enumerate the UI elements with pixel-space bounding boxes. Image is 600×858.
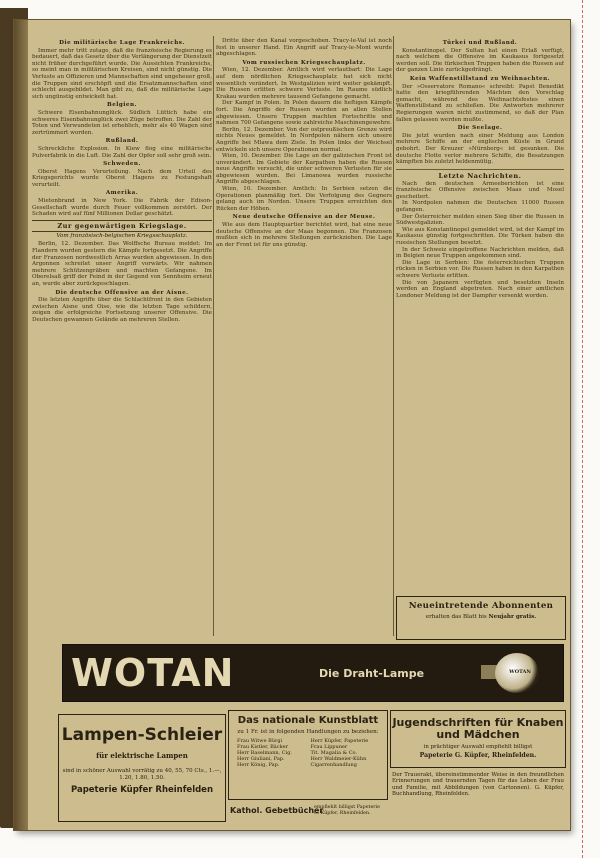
jugendschriften-firm: Papeterie G. Küpfer, Rheinfelden. bbox=[419, 752, 537, 759]
vendor-item: Cigarrenhandlung bbox=[310, 762, 357, 768]
vendor-item: Herr Baselmann, Cig. bbox=[237, 750, 293, 756]
bulb-label: WOTAN bbox=[509, 669, 531, 675]
column-rule bbox=[213, 36, 214, 636]
vendor-item: Frau Kistler, Bäcker bbox=[237, 744, 288, 750]
subscription-subtitle bbox=[397, 614, 565, 620]
subscription-ad bbox=[396, 596, 566, 640]
heading-tuerkei: Türkei und Rußland. bbox=[442, 40, 518, 46]
crop-guide-line bbox=[582, 0, 583, 858]
news-item: Die von Japanern verfügten und besetzten Inseln werden an England abgetreten. Nach einer amtlichen Londoner Meldung ist der Dampfer versenkt worden. bbox=[396, 279, 564, 299]
heading-offensive: Die deutsche Offensive an der Aisne. bbox=[55, 289, 189, 296]
gebetbuecher-ad bbox=[228, 802, 386, 822]
news-item: In Nordpolen nahmen die Deutschen 11000 Russen gefangen. bbox=[396, 200, 564, 214]
lampen-schleier-ad bbox=[58, 714, 226, 822]
vendor-item: Tit. Magalia & Co. bbox=[310, 750, 358, 756]
heading-ost: Vom russischen Kriegsschauplatz. bbox=[242, 59, 366, 66]
lampen-title: Lampen-Schleier bbox=[61, 725, 223, 745]
lampen-subtitle: für elektrische Lampen bbox=[96, 751, 188, 760]
heading-waffenstillstand: Kein Waffenstillstand zu Weihnachten. bbox=[409, 75, 551, 82]
article-text: Schreckliche Explosion. In Kiew flog eine militärische Pulverfabrik in die Luft. Die Zahl der Opfer soll sehr groß sein. bbox=[32, 145, 212, 159]
article-text: Wien, 10. Dezember. Die Lage an der galizischen Front ist unverändert. Im Gebiete der Karpathen haben die Russen neue Angriffe versucht, die unter schweren Verlusten für sie abgewiesen wurden. Bei Limanowa wurden russische Angriffe abgeschlagen. bbox=[216, 153, 392, 186]
article-text: Konstantinopel. Der Sultan hat einen Erlaß verfügt, nach welchem die Offensive im Kaukasus fortgesetzt werden soll. Die türkischen Truppen haben die Russen auf der ganzen Linie zurückgedrängt. bbox=[396, 47, 564, 74]
article-text: Immer mehr tritt zutage, daß die französische Regierung es bedauert, daß das Gesetz über die Verlängerung der Dienstzeit nicht früher durchgeführt wurde. Die Aussichten Frankreichs, so meint man in militärischen Kreisen, sind nicht günstig. Die Verluste an Offizieren und Mannschaften sind ungeheuer groß, die Truppen sind erschöpft und die Ersatzmannschaften sind schlecht ausgebildet. Man gibt zu, daß die militärische Lage sich ungünstig entwickelt hat. bbox=[32, 47, 212, 100]
news-item: In der Schweiz eingetroffene Nachrichten melden, daß in Belgien neue Truppen angekommen sind. bbox=[396, 246, 564, 260]
article-text: Wien, 10. Dezember. Amtlich: In Serbien setzen die Operationen planmäßig fort. Die Verfolgung des Gegners gelang auch im Norden. Unsere Truppen erreichten den Rücken der Höhen. bbox=[216, 186, 392, 212]
article-text: Berlin, 12. Dezember. Von der ostpreußischen Grenze wird nichts Neues gemeldet. In Nordpolen nähern sich unsere Angriffe bei Mlawa dem Ziele. In Polen links der Weichsel entwickeln sich unsere Operationen normal. bbox=[216, 126, 392, 153]
subscription-text: erhalten das Blatt bis bbox=[425, 614, 487, 620]
article-text: Oberst Hagens Verurteilung. Nach dem Urteil des Kriegsgerichts wurde Oberst Hagens zu Festungshaft verurteilt. bbox=[32, 168, 212, 188]
vendor-item: Frau Witwe Bürgi bbox=[237, 738, 283, 744]
article-text: Die letzten Angriffe über die Schlachtfront in den Gebieten zwischen Aisne und Oise, wie die letzten Tage schildern, zeigen die erfolgreiche Fortsetzung unserer Offensive. Die Deutschen gewannen Gelände an mehreren Stellen. bbox=[32, 297, 212, 323]
lampen-prices: sind in schöner Auswahl vorrätig zu 40, 55, 70 Cts., 1.—, 1.20, 1.80, 1.50. bbox=[62, 768, 222, 781]
subheading-kriegsschauplatz: Vom französisch-belgischen Kriegsschauplatz. bbox=[56, 232, 188, 239]
heading-letzte-nachrichten: Letzte Nachrichten. bbox=[396, 169, 564, 180]
article-text: Der »Osservatore Romano« schreibt: Papst Benedikt hatte den kriegführenden Mächten den Vorschlag gemacht, während des Weihnachtsfestes einen Waffenstillstand zu schließen. Die Antworten mehrerer Regierungen waren nicht zustimmend, so daß der Plan fallen gelassen werden mußte. bbox=[396, 83, 564, 123]
heading-seelage: Die Seelage. bbox=[457, 125, 503, 132]
lampen-firm: Papeterie Küpfer Rheinfelden bbox=[70, 785, 214, 796]
article-text: Die jetzt wurden nach einer Meldung aus London mehrere Schiffe an der englischen Küste in Grund gebohrt. Der Kreuzer »Nürnberg« ist gesunken. Die deutsche Flotte verlor mehrere Schiffe, die Besatzungen kämpften bis zuletzt heldenmütig. bbox=[396, 132, 564, 166]
heading-amerika: Amerika. bbox=[105, 190, 139, 197]
gebetbuecher-title: Kathol. Gebetbücher bbox=[230, 806, 324, 815]
news-item: Nach den deutschen Armeeberichten ist eine französische Offensive zwischen Maas und Mosel gescheitert. bbox=[396, 180, 564, 200]
trauerakt-notice: Der Trauerakt, übereinstimmender Weise in den freundlichen Erinnerungen und trauernden Tagen für das Leben der Frau und Familie, mit Abbildungen (von Cartonnen). G. Küpfer, Buchhandlung, Rheinfelden. bbox=[392, 772, 564, 798]
subscription-offer: Neujahr gratis. bbox=[488, 614, 537, 620]
article-text: Mietenbrand in New York. Die Fabrik der Edison-Gesellschaft wurde durch Feuer vollkommen zerstört. Der Schaden wird auf fünf Millionen Dollar geschätzt. bbox=[32, 198, 212, 218]
vendor-item: Herr König, Pap. bbox=[237, 762, 280, 768]
vendor-item: Herr Küpfer, Papeterie bbox=[310, 738, 369, 744]
news-item: Wie aus Konstantinopel gemeldet wird, ist der Kampf im Kaukasus günstig fortgeschritten. Die Türken haben die russischen Stellungen besetzt. bbox=[396, 226, 564, 247]
vendor-item: Frau Lippuner bbox=[310, 744, 348, 750]
article-text: Der Kampf in Polen. In Polen dauern die heftigen Kämpfe fort. Die Angriffe der Russen wurden an allen Stellen abgewiesen. Unsere Truppen machten Fortschritte und nahmen 700 Gefangene sowie zahlreiche Maschinengewehre. bbox=[216, 100, 392, 127]
heading-russland: Rußland. bbox=[105, 138, 139, 145]
newspaper-page bbox=[14, 20, 570, 830]
gebetbuecher-subtitle: empfiehlt billigst Papeterie G. Küpfer, Rheinfelden. bbox=[314, 805, 380, 816]
jugendschriften-title: Jugendschriften für Knaben und Mädchen bbox=[392, 716, 564, 741]
news-item: Die Lage in Serbien: Die österreichischen Truppen rücken in Serbien vor. Die Russen haben in den Karpathen schwere Verluste erlitten. bbox=[396, 259, 564, 279]
article-text: Wie aus dem Hauptquartier berichtet wird, hat eine neue deutsche Offensive an der Maas begonnen. Die Franzosen mußten sich in mehrere Stellungen zurückziehen. Die Lage an der Front ist für uns günstig. bbox=[216, 222, 392, 248]
column-rule bbox=[393, 36, 394, 636]
heading-lage: Die militärische Lage Frankreichs. bbox=[59, 40, 185, 46]
heading-schweden: Schweden. bbox=[103, 161, 141, 168]
heading-kriegslage: Zur gegenwärtigen Kriegslage. bbox=[32, 220, 212, 232]
wotan-logo-text: WOTAN bbox=[71, 651, 235, 695]
kunstblatt-title: Das nationale Kunstblatt bbox=[237, 715, 379, 726]
kunstblatt-subtitle: zu 1 Fr. ist in folgenden Handlungen zu beziehen: bbox=[237, 729, 379, 735]
column-1 bbox=[32, 38, 212, 658]
subscription-title: Neueintretende Abonnenten bbox=[408, 601, 554, 611]
kunstblatt-ad bbox=[228, 710, 388, 800]
article-text: Schwere Eisenbahnunglück. Südlich Lüttich habe ein schweres Eisenbahnunglück zwei Züge betroffen. Die Zahl der Toten und Verwundeten ist erheblich, mehr als 40 Wagen sind zertrümmert worden. bbox=[32, 109, 212, 136]
article-text: Berlin, 12. Dezember. Das Wolffsche Bureau meldet: Im Flandern wurden gestern die Kämpfe fortgesetzt. Die Angriffe der Franzosen nordwestlich Arras wurden abgewiesen. In den Argonnen schreitet unser Angriff vorwärts. Wir nahmen mehrere Schützengräben und machten Gefangene. Im Oberelsaß griff der Feind in der Gegend von Sennheim erneut an, wurde aber zurückgeschlagen. bbox=[32, 241, 212, 287]
wotan-lamp-ad bbox=[62, 644, 564, 702]
wotan-tagline: Die Draht-Lampe bbox=[319, 667, 425, 680]
heading-belgien: Belgien. bbox=[106, 102, 138, 109]
heading-neue-offensive: Neue deutsche Offensive an der Meuse. bbox=[232, 214, 376, 221]
vendor-item: Herr Giuliani, Pap. bbox=[237, 756, 285, 762]
news-item: Der Österreicher melden einen Sieg über die Russen in Südwestgalizien. bbox=[396, 213, 564, 227]
column-2 bbox=[216, 38, 392, 638]
kunstblatt-vendor-list bbox=[237, 738, 379, 768]
jugendschriften-subtitle: in prächtiger Auswahl empfiehlt billigst bbox=[423, 744, 533, 750]
binding-edge bbox=[14, 20, 28, 830]
column-3 bbox=[396, 38, 564, 606]
article-text: Wien, 12. Dezember. Amtlich wird verlautbart: Die Lage auf dem nördlichen Kriegsschauplatz hat sich nicht wesentlich verändert. In Westgalizien wird weiter gekämpft. Die Russen erlitten schwere Verluste. Im Raume südlich Krakau wurden mehrere tausend Gefangene gemacht. bbox=[216, 67, 392, 100]
jugendschriften-ad bbox=[390, 710, 566, 768]
article-text: Dritte über den Kanal vorgeschoben. Tracy-le-Val ist noch fest in unserer Hand. Ein Angriff auf Tracy-le-Mont wurde abgeschlagen. bbox=[216, 38, 392, 58]
vendor-item: Herr Waldmeier-Kühn bbox=[310, 756, 367, 762]
